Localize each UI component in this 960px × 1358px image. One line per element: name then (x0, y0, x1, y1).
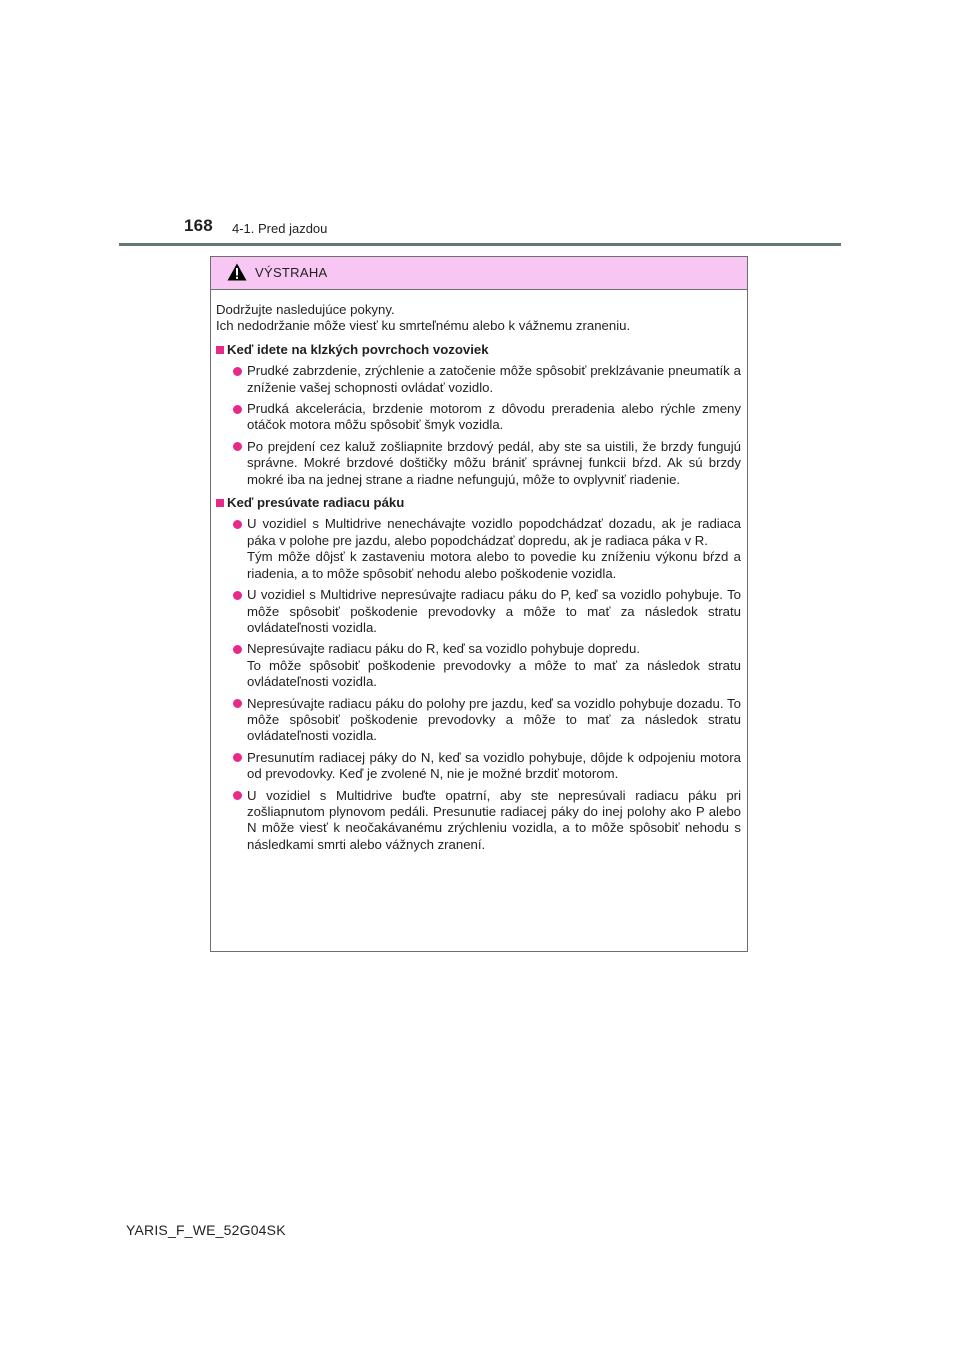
bullet-text: U vozidiel s Multidrive nepresúvajte radiacu páku do P, keď sa vozidlo pohybuje. To môže spôsobiť poškodenie prevodovky a môže to mať za následok stratu ovládateľnosti vozidla. (247, 587, 741, 635)
bullet-item (216, 641, 741, 690)
bullet-text: Prudká akcelerácia, brzdenie motorom z dôvodu preradenia alebo rýchle zmeny otáčok motora môžu spôsobiť šmyk vozidla. (247, 401, 741, 433)
bullet-dot-icon (233, 442, 242, 451)
warning-box (210, 256, 748, 952)
bullet-item (216, 516, 741, 582)
warning-body (211, 290, 747, 853)
bullet-text: U vozidiel s Multidrive buďte opatrní, aby ste nepresúvali radiacu páku pri zošliapnutom plynovom pedáli. Presunutie radiacej páky do inej polohy ako P alebo N môže viesť k neočakávanému zrýchleniu vozidla, a to môže spôsobiť nehodu s následkami smrti alebo vážnych zranení. (247, 787, 741, 852)
intro-line: Dodržujte nasledujúce pokyny. (216, 302, 395, 317)
document-code: YARIS_F_WE_52G04SK (126, 1222, 286, 1238)
bullet-text: Nepresúvajte radiacu páku do polohy pre jazdu, keď sa vozidlo pohybuje dozadu. To môže spôsobiť poškodenie prevodovky a môže to mať za následok stratu ovládateľnosti vozidla. (247, 695, 741, 744)
section-title: 4-1. Pred jazdou (232, 221, 328, 236)
bullet-item (216, 788, 741, 854)
bullet-item (216, 750, 741, 783)
section-heading-text: Keď presúvate radiacu páku (227, 495, 405, 511)
bullet-dot-icon (233, 520, 242, 529)
bullet-dot-icon (233, 699, 242, 708)
heading-square-icon (216, 499, 224, 507)
section-heading (216, 342, 741, 358)
bullet-dot-icon (233, 591, 242, 600)
bullet-dot-icon (233, 405, 242, 414)
warning-header (211, 257, 747, 290)
bullet-text: U vozidiel s Multidrive nenechávajte vozidlo popodchádzať dozadu, ak je radiaca páka v polohe pre jazdu, alebo popodchádzať dopredu, ak je radiaca páka v R. (247, 516, 741, 548)
bullet-item (216, 401, 741, 434)
page-number: 168 (184, 216, 213, 235)
bullet-item (216, 587, 741, 636)
warning-triangle-icon (227, 263, 247, 281)
header-rule (119, 243, 841, 246)
section-heading-text: Keď idete na klzkých povrchoch vozoviek (227, 341, 489, 357)
section-heading (216, 495, 741, 511)
heading-square-icon (216, 346, 224, 354)
bullet-text: Tým môže dôjsť k zastaveniu motora alebo to povedie ku zníženiu výkonu bŕzd a riadenia, a to môže spôsobiť nehodu alebo poškodenie vozidla. (247, 549, 741, 581)
bullet-text: Po prejdení cez kaluž zošliapnite brzdový pedál, aby ste sa uistili, že brzdy fungujú správne. Mokré brzdové doštičky môžu brániť správnej funkcii bŕzd. Ak sú brzdy mokré iba na jednej strane a riadne nefungujú, môže to ovplyvniť riadenie. (247, 438, 741, 487)
bullet-text: Nepresúvajte radiacu páku do R, keď sa vozidlo pohybuje dopredu. (247, 641, 640, 657)
warning-title: VÝSTRAHA (255, 265, 328, 280)
bullet-item (216, 363, 741, 396)
bullet-text: Presunutím radiacej páky do N, keď sa vozidlo pohybuje, dôjde k odpojeniu motora od prevodovky. Keď je zvolené N, nie je možné brzdiť motorom. (247, 749, 741, 782)
bullet-item (216, 439, 741, 488)
bullet-dot-icon (233, 367, 242, 376)
bullet-dot-icon (233, 645, 242, 654)
bullet-text: Prudké zabrzdenie, zrýchlenie a zatočenie môže spôsobiť preklzávanie pneumatík a zníženie vašej schopnosti ovládať vozidlo. (247, 363, 741, 395)
intro-line: Ich nedodržanie môže viesť ku smrteľnému alebo k vážnemu zraneniu. (216, 318, 631, 334)
bullet-item (216, 696, 741, 745)
bullet-text: To môže spôsobiť poškodenie prevodovky a môže to mať za následok stratu ovládateľnosti vozidla. (247, 657, 741, 690)
bullet-dot-icon (233, 791, 242, 800)
bullet-dot-icon (233, 753, 242, 762)
